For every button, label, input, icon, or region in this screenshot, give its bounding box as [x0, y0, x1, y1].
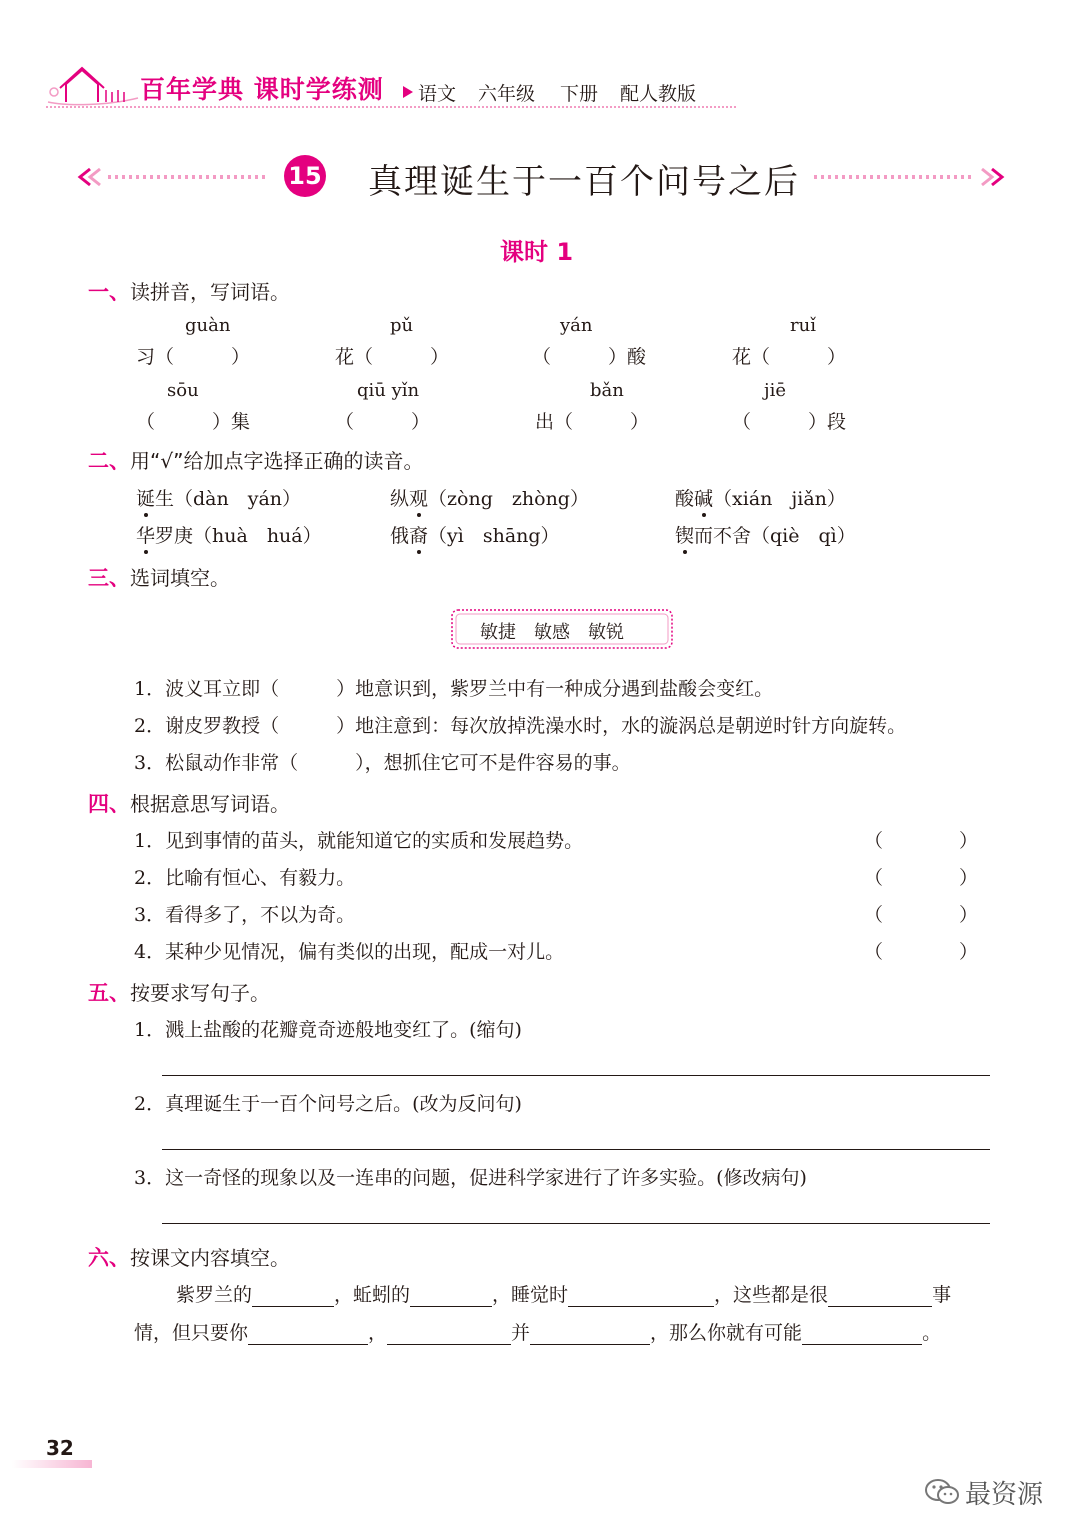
definition-question: 2．比喻有恒心、有毅力。 [134, 867, 356, 889]
section-3-heading [88, 562, 230, 592]
cloze-line-1 [176, 1280, 951, 1307]
dotted-char: 观 [409, 484, 428, 511]
section-instruction: 选词填空。 [130, 566, 230, 590]
answer-blank[interactable]: （ ） [864, 904, 979, 926]
wechat-icon [924, 1478, 960, 1506]
fill-blank[interactable] [252, 1284, 334, 1307]
section-number: 三、 [88, 566, 130, 590]
right-chevron-decoration-icon [810, 166, 1006, 188]
word-bank: 敏捷 敏感 敏锐 [480, 622, 624, 643]
pinyin-answer-blank[interactable]: 花（ ） [335, 346, 450, 368]
dotted-char: 锲 [675, 521, 694, 548]
cloze-text: ，那么你就有可能 [650, 1322, 803, 1344]
pinyin-answer-blank[interactable]: 出（ ） [535, 411, 650, 433]
pinyin: yán [560, 315, 593, 336]
reading-options: 罗庚（huà huá） [155, 525, 322, 547]
header-dotted-rule [46, 106, 736, 108]
pinyin: ruǐ [790, 315, 816, 336]
pinyin: pǔ [390, 315, 414, 336]
reading-options: （xián jiǎn） [713, 488, 846, 510]
pinyin: jiē [764, 380, 786, 401]
definition-question: 4．某种少见情况，偏有类似的出现，配成一对儿。 [134, 941, 565, 963]
section-4-heading [88, 788, 290, 818]
section-6-heading [88, 1242, 290, 1272]
fill-blank[interactable] [568, 1284, 714, 1307]
pinyin-answer-blank[interactable]: （ ）段 [732, 411, 847, 433]
plain-char: 纵 [390, 488, 410, 510]
pinyin: qiū yǐn [357, 380, 420, 401]
reading-choice-item[interactable] [136, 521, 322, 548]
left-chevron-decoration-icon [76, 166, 272, 188]
fill-blank[interactable] [248, 1322, 368, 1345]
dotted-char: 裔 [409, 521, 428, 548]
reading-choice-item[interactable] [675, 521, 856, 548]
section-instruction: 用“√”给加点字选择正确的读音。 [130, 449, 424, 473]
fill-blank[interactable] [802, 1322, 922, 1345]
reading-options: 而不舍（qiè qì） [694, 525, 856, 547]
lesson-subtitle: 课时 1 [500, 238, 574, 266]
fill-blank[interactable] [410, 1284, 492, 1307]
section-instruction: 按课文内容填空。 [130, 1246, 290, 1270]
brand-title: 百年学典 课时学练测 [140, 75, 384, 104]
pinyin-answer-blank[interactable]: （ ）集 [136, 411, 251, 433]
lesson-title: 真理诞生于一百个问号之后 [368, 162, 800, 202]
section-number: 二、 [88, 449, 130, 473]
cloze-text: ，睡觉时 [492, 1284, 569, 1306]
plain-char: 酸 [675, 488, 695, 510]
plain-char: 俄 [390, 525, 410, 547]
page-number-bar [12, 1460, 92, 1468]
arrow-icon [402, 85, 414, 99]
edition-label: 配人教版 [620, 83, 697, 105]
answer-line[interactable] [162, 1075, 990, 1076]
answer-blank[interactable]: （ ） [864, 867, 979, 889]
answer-line[interactable] [162, 1223, 990, 1224]
section-5-heading [88, 977, 270, 1007]
cloze-text: ，蚯蚓的 [334, 1284, 411, 1306]
reading-choice-item[interactable] [390, 521, 560, 548]
pinyin-answer-blank[interactable]: （ ） [335, 411, 431, 433]
reading-choice-item[interactable] [390, 484, 589, 511]
definition-question: 1．见到事情的苗头，就能知道它的实质和发展趋势。 [134, 830, 584, 852]
pinyin-answer-blank[interactable]: 花（ ） [732, 346, 847, 368]
reading-options: （zòng zhòng） [428, 488, 589, 510]
pinyin: guàn [185, 315, 231, 336]
grade-label: 六年级 [478, 83, 536, 105]
answer-blank[interactable]: （ ） [864, 830, 979, 852]
pinyin-answer-blank[interactable]: 习（ ） [136, 346, 251, 368]
definition-question: 3．看得多了，不以为奇。 [134, 904, 356, 926]
cloze-text: 情，但只要你 [134, 1322, 249, 1344]
subject-label: 语文 [418, 83, 457, 105]
fill-in-question[interactable]: 2．谢皮罗教授（ ）地注意到：每次放掉洗澡水时，水的漩涡总是朝逆时针方向旋转。 [134, 715, 907, 737]
cloze-text: ，这些都是很 [714, 1284, 829, 1306]
lesson-number-badge: 15 [284, 155, 326, 197]
fill-in-question[interactable]: 1．波义耳立即（ ）地意识到，紫罗兰中有一种成分遇到盐酸会变红。 [134, 678, 774, 700]
section-instruction: 按要求写句子。 [130, 981, 270, 1005]
answer-line[interactable] [162, 1149, 990, 1150]
volume-label: 下册 [560, 83, 599, 105]
page-number: 32 [46, 1436, 74, 1460]
section-instruction: 读拼音，写词语。 [130, 280, 290, 304]
cloze-text: 。 [922, 1322, 942, 1344]
fill-blank[interactable] [828, 1284, 932, 1307]
pinyin: bǎn [590, 380, 624, 401]
pinyin: sōu [167, 380, 199, 401]
section-number: 五、 [88, 981, 130, 1005]
answer-blank[interactable]: （ ） [864, 941, 979, 963]
reading-options: 生（dàn yán） [155, 488, 302, 510]
reading-choice-item[interactable] [675, 484, 846, 511]
section-number: 四、 [88, 792, 130, 816]
rewrite-question: 2．真理诞生于一百个问号之后。(改为反问句) [134, 1093, 522, 1115]
dotted-char: 碱 [694, 484, 713, 511]
fill-blank[interactable] [530, 1322, 650, 1345]
section-2-heading [88, 445, 423, 475]
cloze-text: ， [368, 1322, 388, 1344]
rewrite-question: 3．这一奇怪的现象以及一连串的问题，促进科学家进行了许多实验。(修改病句) [134, 1167, 807, 1189]
reading-options: （yì shāng） [428, 525, 560, 547]
pinyin-answer-blank[interactable]: （ ）酸 [532, 346, 647, 368]
section-number: 一、 [88, 280, 130, 304]
dotted-char: 华 [136, 521, 155, 548]
rewrite-question: 1．溅上盐酸的花瓣竟奇迹般地变红了。(缩句) [134, 1019, 522, 1041]
section-number: 六、 [88, 1246, 130, 1270]
section-1-heading [88, 276, 290, 306]
fill-in-question[interactable]: 3．松鼠动作非常（ ），想抓住它可不是件容易的事。 [134, 752, 631, 774]
house-logo-icon [46, 62, 141, 108]
cloze-text: 事 [932, 1284, 952, 1306]
fill-blank[interactable] [387, 1322, 511, 1345]
cloze-text: 并 [511, 1322, 531, 1344]
cloze-line-2 [134, 1318, 941, 1345]
dotted-char: 诞 [136, 484, 155, 511]
section-instruction: 根据意思写词语。 [130, 792, 290, 816]
watermark-text: 最资源 [965, 1480, 1044, 1510]
cloze-text: 紫罗兰的 [176, 1284, 253, 1306]
reading-choice-item[interactable] [136, 484, 301, 511]
